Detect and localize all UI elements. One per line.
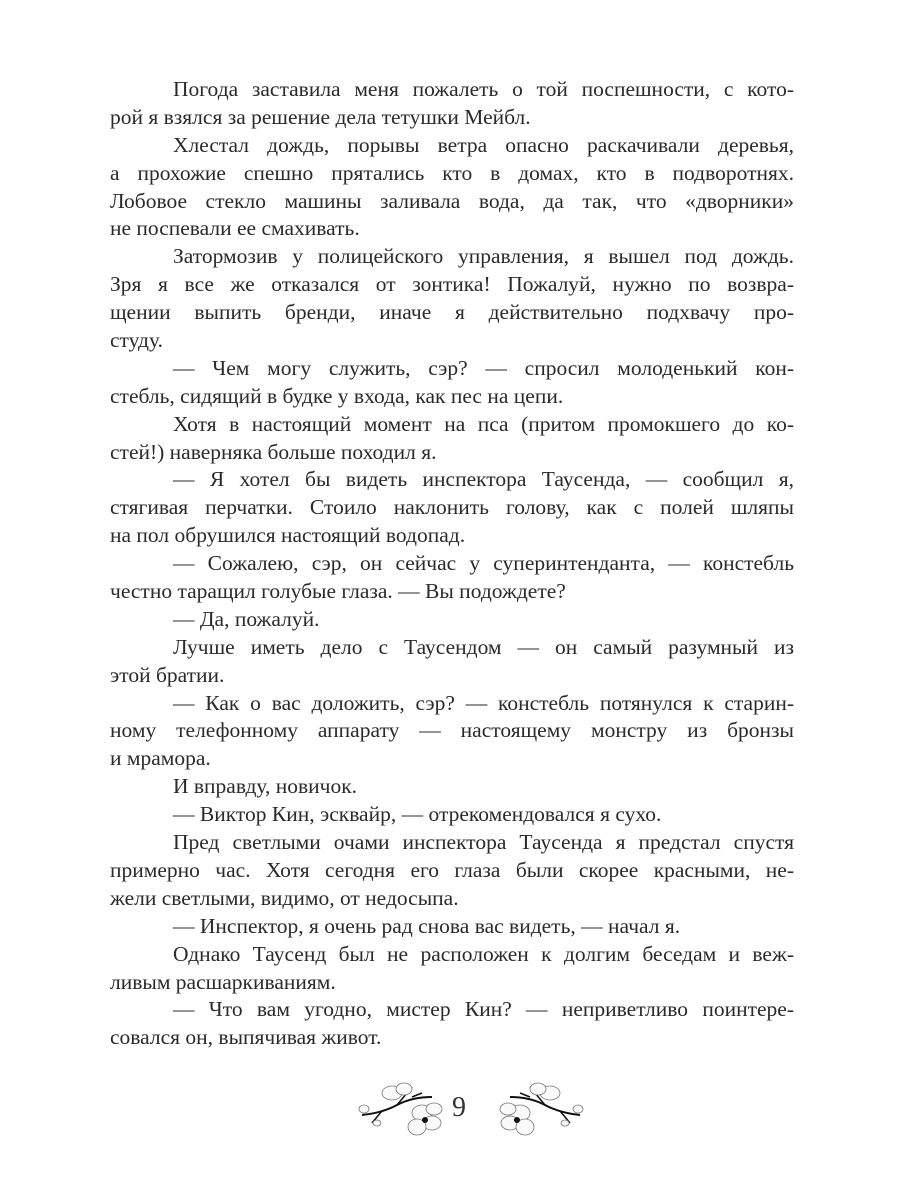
text-line: не поспевали ее смахивать.: [110, 216, 360, 241]
text-line: щении выпить бренди, иначе я действительно подхвачу про-: [110, 300, 794, 325]
text-line: — Чем могу служить, сэр? — спросил молоденький кон-: [173, 355, 794, 380]
paragraph: [110, 411, 794, 467]
text-line: стягивая перчатки. Стоило наклонить голову, как с полей шляпы: [110, 495, 794, 520]
blossom-ornament-icon: [490, 1075, 590, 1140]
text-line: этой братии.: [110, 662, 225, 687]
paragraph: [110, 355, 794, 411]
text-line: — Сожалею, сэр, он сейчас у суперинтенданта, — констебль: [173, 551, 794, 576]
paragraph: [110, 466, 794, 550]
paragraph: [110, 801, 794, 829]
text-line: — Как о вас доложить, сэр? — констебль потянулся к старин-: [173, 690, 794, 715]
text-line: — Я хотел бы видеть инспектора Таусенда, — сообщил я,: [173, 467, 794, 492]
paragraph: [110, 76, 794, 132]
paragraph: [110, 606, 794, 634]
paragraph: [110, 243, 794, 355]
text-line: студу.: [110, 328, 163, 353]
text-line: совался он, выпячивая живот.: [110, 1025, 382, 1050]
paragraph: [110, 913, 794, 941]
text-line: на пол обрушился настоящий водопад.: [110, 523, 466, 548]
paragraph: [110, 996, 794, 1052]
text-line: — Инспектор, я очень рад снова вас видеть, — начал я.: [173, 913, 681, 938]
text-line: стей!) наверняка больше походил я.: [110, 439, 437, 464]
text-line: — Что вам угодно, мистер Кин? — неприветливо поинтере-: [173, 997, 794, 1022]
text-line: Пред светлыми очами инспектора Таусенда я предстал спустя: [173, 830, 794, 855]
text-line: стебль, сидящий в будке у входа, как пес на цепи.: [110, 383, 564, 408]
text-line: Однако Таусенд был не расположен к долгим беседам и веж-: [173, 941, 794, 966]
text-line: Погода заставила меня пожалеть о той поспешности, с кото-: [173, 77, 794, 101]
text-line: Хлестал дождь, порывы ветра опасно раскачивали деревья,: [173, 132, 794, 157]
page-number: 9: [452, 1092, 466, 1123]
text-line: — Да, пожалуй.: [173, 606, 320, 631]
text-line: ливым расшаркиваниям.: [110, 969, 336, 994]
paragraph: [110, 132, 794, 244]
text-line: Затормозив у полицейского управления, я вышел под дождь.: [173, 244, 794, 269]
text-line: и мрамора.: [110, 746, 211, 771]
text-line: честно таращил голубые глаза. — Вы подождете?: [110, 579, 566, 604]
text-line: Хотя в настоящий момент на пса (притом промокшего до ко-: [173, 411, 794, 436]
body-text: [110, 76, 794, 1052]
paragraph: [110, 829, 794, 913]
paragraph: [110, 941, 794, 997]
text-line: рой я взялся за решение дела тетушки Мейбл.: [110, 104, 531, 129]
paragraph: [110, 550, 794, 606]
text-line: примерно час. Хотя сегодня его глаза были скорее красными, не-: [110, 857, 794, 882]
text-line: Лобовое стекло машины заливала вода, да так, что «дворники»: [110, 188, 794, 213]
text-line: Зря я все же отказался от зонтика! Пожалуй, нужно по возвра-: [110, 272, 794, 297]
blossom-ornament-icon: [352, 1075, 452, 1140]
text-line: Лучше иметь дело с Таусендом — он самый разумный из: [173, 634, 794, 659]
paragraph: [110, 690, 794, 774]
paragraph: [110, 773, 794, 801]
text-line: а прохожие спешно прятались кто в домах, кто в подворотнях.: [110, 160, 794, 185]
text-line: И вправду, новичок.: [173, 774, 358, 799]
page-footer: [0, 1070, 900, 1150]
text-line: жели светлыми, видимо, от недосыпа.: [110, 885, 459, 910]
text-line: ному телефонному аппарату — настоящему монстру из бронзы: [110, 718, 794, 743]
paragraph: [110, 634, 794, 690]
text-line: — Виктор Кин, эсквайр, — отрекомендовался я сухо.: [173, 802, 662, 827]
